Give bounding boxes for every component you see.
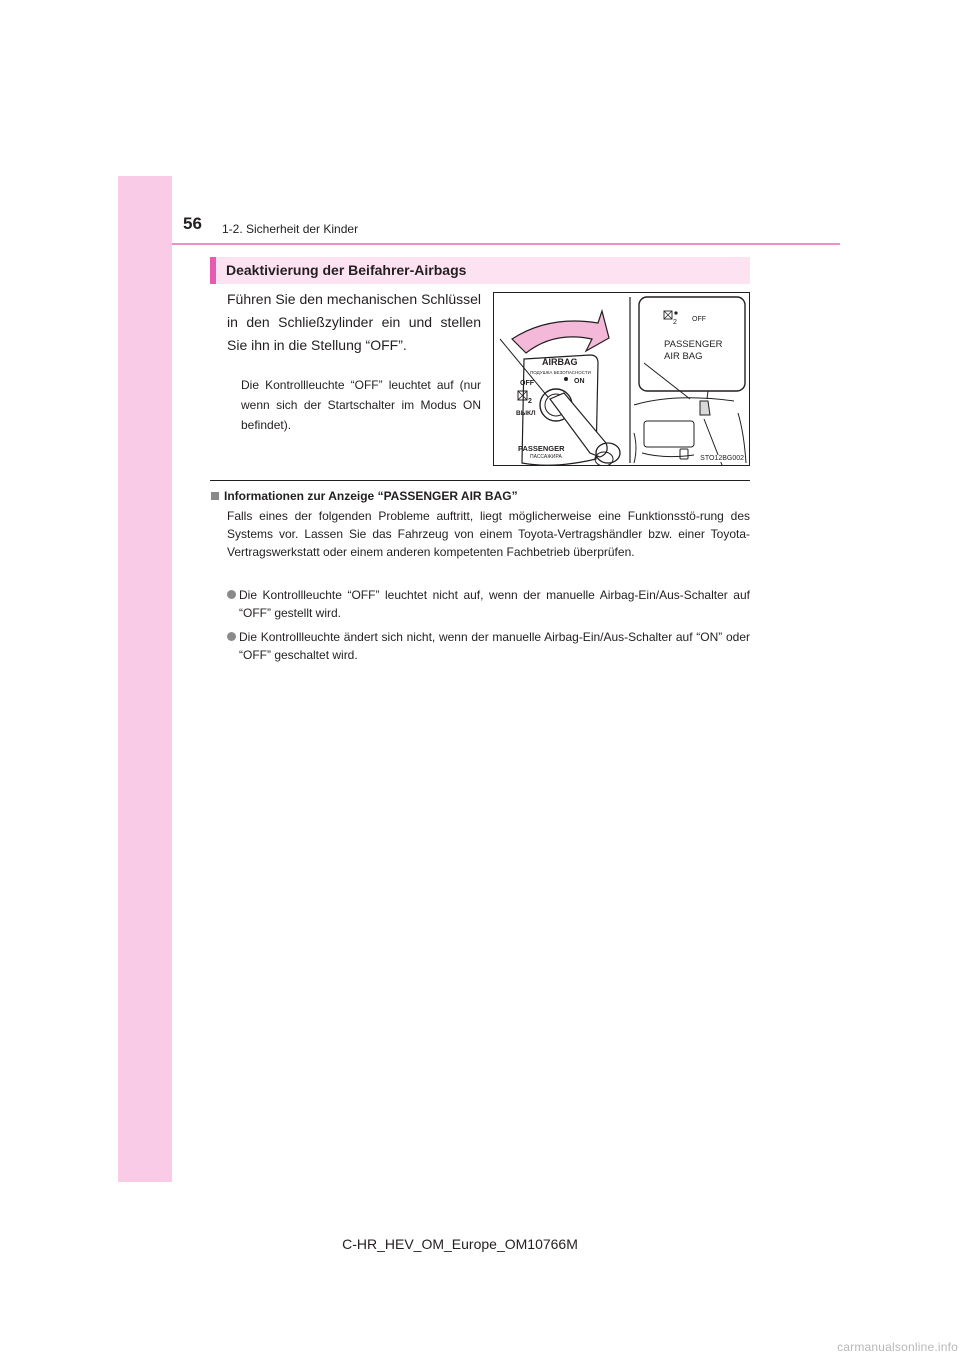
list-item-text: Die Kontrollleuchte ändert sich nicht, wenn der manuelle Airbag-Ein/Aus-Schalter auf “ON” oder “OFF” geschaltet wird. <box>239 630 750 662</box>
callout-leader-right <box>707 391 708 399</box>
square-bullet-icon <box>211 492 219 500</box>
switch-passazhira-label: ПАССАЖИРА <box>530 454 562 460</box>
indicator-passenger-label: PASSENGER <box>664 339 723 350</box>
switch-vykl-label: ВЫКЛ <box>516 410 536 417</box>
airbag-switch-figure <box>493 292 750 466</box>
figure-code: STO12BG002 <box>700 455 744 462</box>
chapter-title: 1-2. Sicherheit der Kinder <box>222 222 359 236</box>
switch-passenger-label: PASSENGER <box>518 444 565 453</box>
instruction-text: Führen Sie den mechanischen Schlüssel in den Schließzylinder ein und stellen Sie ihn in die Stellung “OFF”. <box>227 291 481 353</box>
list-item-text: Die Kontrollleuchte “OFF” leuchtet nicht auf, wenn der manuelle Airbag-Ein/Aus-Schalter auf “OFF” gestellt wird. <box>239 588 750 620</box>
watermark: carmanualsonline.info <box>837 1340 958 1354</box>
info-title-text: Informationen zur Anzeige “PASSENGER AIR BAG” <box>224 489 518 503</box>
circle-bullet-icon <box>227 632 236 641</box>
list-item <box>227 586 750 622</box>
document-code <box>0 1236 960 1252</box>
indicator-airbag-label: AIR BAG <box>664 351 703 362</box>
list-item <box>227 628 750 664</box>
switch-russian-top-label: ПОДУШКА БЕЗОПАСНОСТИ <box>530 370 591 375</box>
circle-bullet-icon <box>227 590 236 599</box>
side-tab-band <box>118 176 172 1182</box>
switch-airbag-label: AIRBAG <box>542 357 578 367</box>
turn-arrow-icon <box>512 311 609 353</box>
section-heading <box>210 257 750 284</box>
switch-off-label: OFF <box>520 380 534 387</box>
svg-text:2: 2 <box>528 398 532 405</box>
info-title <box>211 489 518 503</box>
on-dot-icon <box>564 377 568 381</box>
page-number: 56 <box>183 214 202 233</box>
header-rule <box>172 243 840 245</box>
section-divider <box>210 480 750 481</box>
document-code-text: C-HR_HEV_OM_Europe_OM10766M <box>342 1236 578 1252</box>
figure-illustration <box>494 293 750 466</box>
svg-text:2: 2 <box>673 319 677 326</box>
info-body: Falls eines der folgenden Probleme auftritt, liegt möglicherweise eine Funktionsstö-rung des Systems vor. Lassen Sie das Fahrzeug von einem Toyota-Vertragshändler bzw. einer Toyota-Vertragswerkstatt oder einem anderen kompetenten Fachbetrieb überprüfen. <box>227 509 750 559</box>
section-heading-text: Deaktivierung der Beifahrer-Airbags <box>226 262 467 278</box>
indicator-off-label: OFF <box>692 316 706 323</box>
indicator-note: Die Kontrollleuchte “OFF” leuchtet auf (nur wenn sich der Startschalter im Modus ON befindet). <box>241 378 481 432</box>
switch-on-label: ON <box>574 378 585 385</box>
